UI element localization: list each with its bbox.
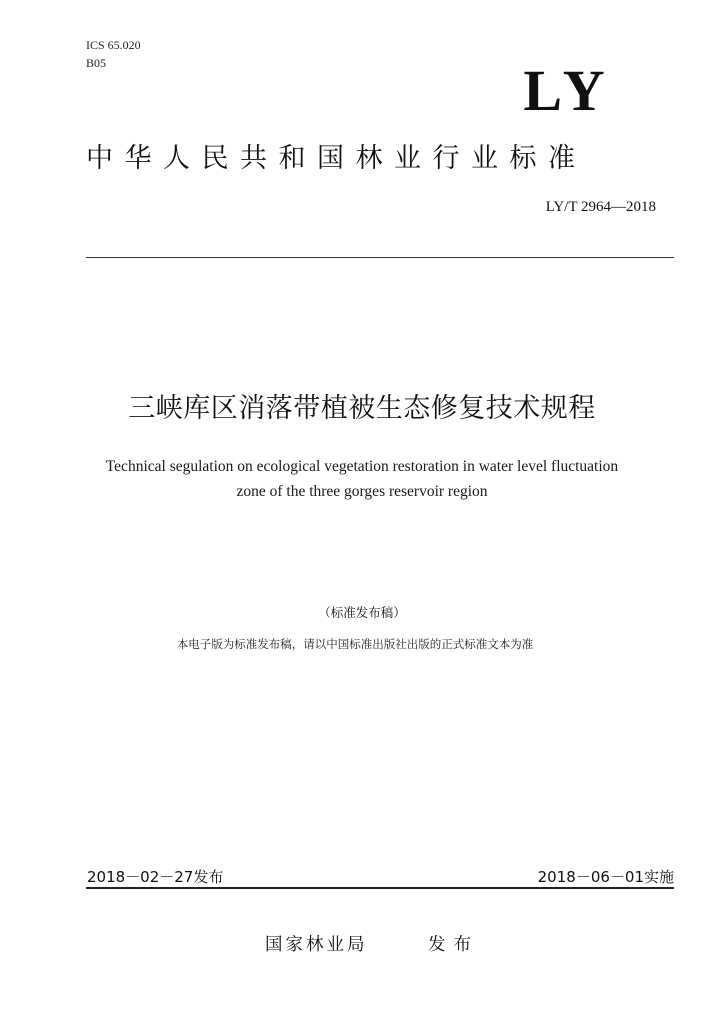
standard-logo (497, 64, 637, 116)
category-code: B05 (86, 56, 107, 70)
english-title-line-1: Technical segulation on ecological vegetation restoration in water level fluctuation (105, 458, 619, 475)
footer-divider (86, 887, 674, 889)
english-title-line-2: zone of the three gorges reservoir region (236, 483, 488, 500)
ics-code: ICS 65.020 (86, 38, 141, 52)
industry-standard-title: 中华人民共和国林业行业标准 (86, 143, 587, 174)
effective-date: 2018－06－01实施 (537, 868, 674, 886)
draft-note: 本电子版为标准发布稿，请以中国标准出版社出版的正式标准文本为准 (176, 637, 534, 651)
standard-number: LY/T 2964—2018 (545, 199, 656, 215)
logo-text: LY (523, 64, 611, 116)
header-divider (86, 257, 674, 258)
issue-date: 2018－02－27发布 (87, 868, 224, 886)
draft-label: （标准发布稿） (318, 605, 406, 620)
chinese-title: 三峡库区消落带植被生态修复技术规程 (128, 393, 596, 424)
issued-label: 发布 (428, 935, 479, 955)
issuing-authority: 国家林业局 (265, 935, 368, 955)
